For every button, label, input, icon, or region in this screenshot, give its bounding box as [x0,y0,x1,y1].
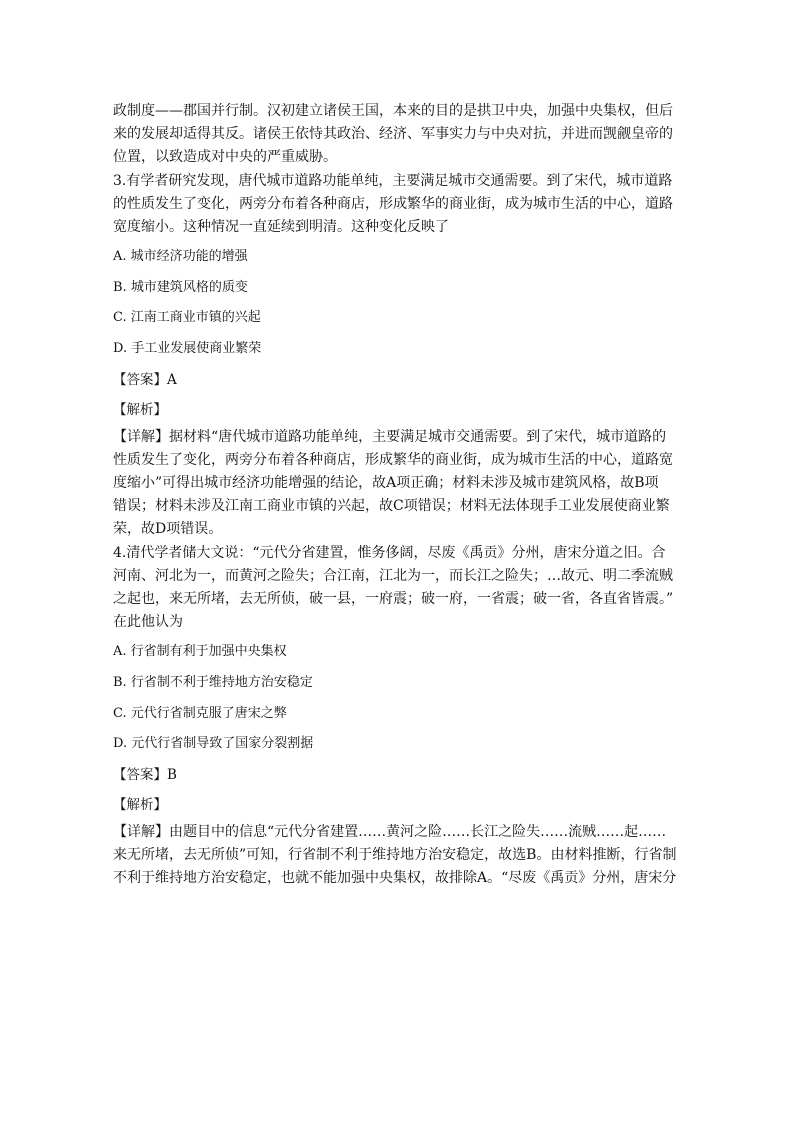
text-line: 来的发展却适得其反。诸侯王依恃其政治、经济、军事实力与中央对抗，并进而觊觎皇帝的 [113,126,673,143]
detail-line: 【详解】由题目中的信息“元代分省建置……黄河之险……长江之险失……流贼……起…… [113,823,667,840]
detail-line: 荣，故D项错误。 [113,521,223,538]
question-4 [113,542,683,891]
question-stem-line: 的性质发生了变化，两旁分布着各种商店，形成繁华的商业街，成为城市生活的中心，道路 [113,195,673,212]
option-c: C. 江南工商业市镇的兴起 [113,310,261,326]
option-c: C. 元代行省制克服了唐宋之弊 [113,705,287,721]
detail-line: 性质发生了变化，两旁分布着各种商店，形成繁华的商业街，成为城市生活的中心，道路宽 [113,451,673,468]
option-d: D. 元代行省制导致了国家分裂割据 [113,736,314,752]
question-stem-line: 宽度缩小。这种情况一直延续到明清。这种变化反映了 [113,218,449,235]
option-b: B. 行省制不利于维持地方治安稳定 [113,674,313,690]
question-stem-line: 4.清代学者储大文说：“元代分省建置，惟务侈阔，尽废《禹贡》分州，唐宋分道之旧。合 [113,544,666,561]
text-line: 政制度——郡国并行制。汉初建立诸侯王国，本来的目的是拱卫中央，加强中央集权，但后 [113,103,673,119]
intro-paragraph [113,100,683,170]
answer-label: 【答案】B [113,766,177,783]
option-d: D. 手工业发展使商业繁荣 [113,340,262,356]
question-stem-line: 河南、河北为一，而黄河之险失；合江南，江北为一，而长江之险失；…故元、明二季流贼 [113,567,673,584]
detail-line: 不利于维持地方治安稳定，也就不能加强中央集权，故排除A。“尽废《禹贡》分州，唐宋分 [113,870,677,887]
question-3 [113,170,683,542]
option-a: A. 行省制有利于加强中央集权 [113,644,287,660]
option-b: B. 城市建筑风格的质变 [113,279,248,295]
detail-line: 度缩小”可得出城市经济功能增强的结论，故A项正确；材料未涉及城市建筑风格，故B项 [113,475,659,492]
question-stem-line: 在此他认为 [113,614,183,631]
question-stem-line: 之起也，来无所堵，去无所侦，破一县，一府震；破一府，一省震；破一省，各直省皆震。” [113,591,674,607]
analysis-label: 【解析】 [113,402,167,419]
analysis-label: 【解析】 [113,797,167,814]
text-line: 位置，以致造成对中央的严重威胁。 [113,149,337,166]
option-a: A. 城市经济功能的增强 [113,249,248,265]
detail-line: 错误；材料未涉及江南工商业市镇的兴起，故C项错误；材料无法体现手工业发展使商业繁 [113,498,670,515]
answer-label: 【答案】A [113,371,177,388]
document-page [113,100,683,891]
detail-line: 来无所堵，去无所侦”可知，行省制不利于维持地方治安稳定，故选B。由材料推断，行省制 [113,847,677,864]
question-stem-line: 3.有学者研究发现，唐代城市道路功能单纯，主要满足城市交通需要。到了宋代，城市道路 [113,172,673,189]
detail-line: 【详解】据材料“唐代城市道路功能单纯，主要满足城市交通需要。到了宋代，城市道路的 [113,428,667,445]
